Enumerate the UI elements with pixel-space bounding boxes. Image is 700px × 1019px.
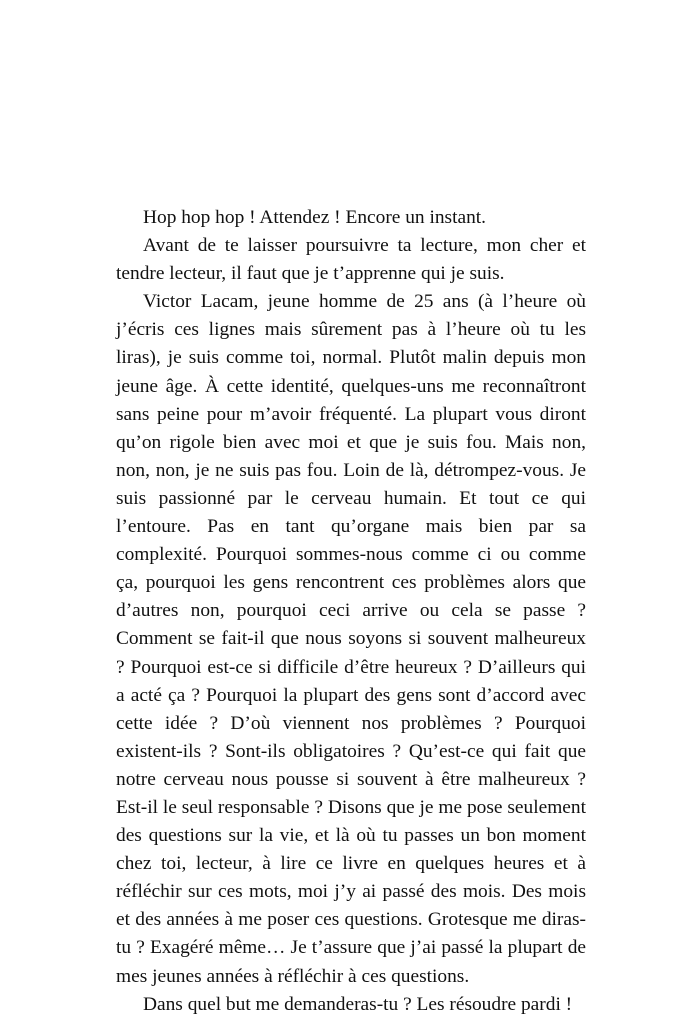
paragraph-self-presentation: Victor Lacam, jeune homme de 25 ans (à l’heure où j’écris ces lignes mais sûrement pas à l’heure où tu les liras), je suis comme toi, normal. Plutôt malin depuis mon jeune âge. À cette identité, quelques-uns me reconnaîtront sans peine pour m’avoir fréquenté. La plupart vous diront qu’on rigole bien avec moi et que je suis fou. Mais non, non, non, je ne suis pas fou. Loin de là, détrompez-vous. Je suis passionné par le cerveau humain. Et tout ce qui l’entoure. Pas en tant qu’organe mais bien par sa complexité. Pourquoi sommes-nous comme ci ou comme ça, pourquoi les gens rencontrent ces problèmes alors que d’autres non, pourquoi ceci arrive ou cela se passe ? Comment se fait-il que nous soyons si souvent malheureux ? Pourquoi est-ce si difficile d’être heureux ? D’ailleurs qui a acté ça ? Pourquoi la plupart des gens sont d’accord avec cette idée ? D’où viennent nos problèmes ? Pourquoi existent-ils ? Sont-ils obligatoires ? Qu’est-ce qui fait que notre cerveau nous pousse si souvent à être malheureux ? Est-il le seul responsable ? Disons que je me pose seulement des questions sur la vie, et là où tu passes un bon moment chez toi, lecteur, à lire ce livre en quelques heures et à réfléchir sur ces mots, moi j’y ai passé des mois. Des mois et des années à me poser ces questions. Grotesque me diras-tu ? Exagéré même… Je t’assure que j’ai passé la plupart de mes jeunes années à réfléchir à ces questions.	[116, 291, 586, 987]
paragraph-intro: Hop hop hop ! Attendez ! Encore un instant.	[143, 207, 487, 228]
paragraph-address-reader: Avant de te laisser poursuivre ta lecture, mon cher et tendre lecteur, il faut que je t’apprenne qui je suis.	[116, 235, 586, 285]
paragraph-closing: Dans quel but me demanderas-tu ? Les résoudre pardi !	[143, 993, 573, 1015]
body-text	[116, 204, 586, 1019]
